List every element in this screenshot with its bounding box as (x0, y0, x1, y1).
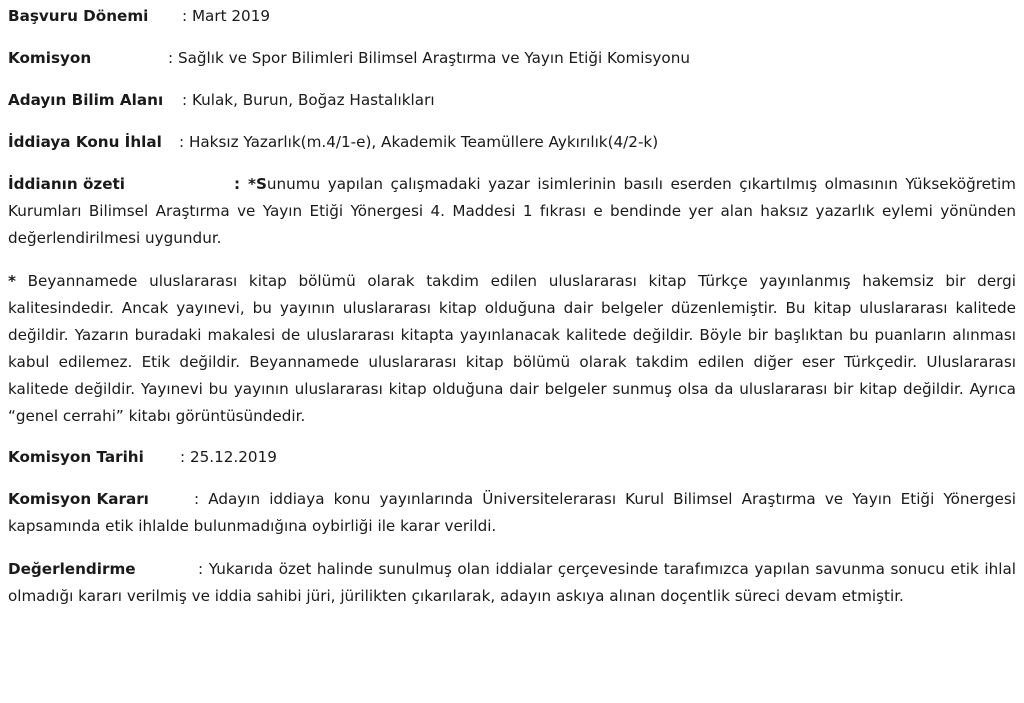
komisyon-tarihi-value: 25.12.2019 (189, 448, 277, 466)
basvuru-donemi-row (8, 3, 1016, 30)
note-paragraph (8, 268, 1016, 430)
ihlal-value: Haksız Yazarlık(m.4/1-e), Akademik Teamüllere Aykırılık(4/2-k) (188, 133, 659, 151)
bilim-alani-label: Adayın Bilim Alanı (8, 91, 164, 109)
ihlal-row (8, 129, 1016, 156)
komisyon-sep: : (168, 49, 178, 67)
ozet-row (8, 171, 1016, 252)
bilim-alani-sep: : (182, 91, 192, 109)
ozet-label: İddianın özeti (8, 175, 126, 193)
basvuru-donemi-sep: : (182, 7, 192, 25)
ozet-value: unumu yapılan çalışmadaki yazar isimlerinin basılı eserden çıkartılmış olmasının Yükseköğretim Kurumları Bilimsel Araştırma ve Yayın Etiği Yönergesi 4. Maddesi 1 fıkrası e bendinde yer alan haksız yazarlık eylemi yönünden değerlendirilmesi uygundur. (8, 175, 1016, 247)
ozet-star: *S (248, 175, 267, 193)
basvuru-donemi-value: Mart 2019 (191, 7, 271, 25)
komisyon-karari-row (8, 486, 1016, 540)
degerlendirme-sep: : (198, 560, 209, 578)
komisyon-karari-value: Adayın iddiaya konu yayınlarında Üniversitelerarası Kurul Bilimsel Araştırma ve Yayın Etiği Yönergesi kapsamında etik ihlalde bulunmadığına oybirliği ile karar verildi. (8, 490, 1016, 535)
komisyon-tarihi-sep: : (180, 448, 190, 466)
komisyon-label: Komisyon (8, 49, 92, 67)
ihlal-label: İddiaya Konu İhlal (8, 133, 162, 151)
komisyon-tarihi-label: Komisyon Tarihi (8, 448, 144, 466)
degerlendirme-value: Yukarıda özet halinde sunulmuş olan iddialar çerçevesinde tarafımızca yapılan savunma sonucu etik ihlal olmadığı kararı verilmiş ve iddia sahibi jüri, jürilikten çıkarılarak, adayın askıya alınan doçentlik süreci devam etmiştir. (8, 560, 1016, 605)
note-text: Beyannamede uluslararası kitap bölümü olarak takdim edilen uluslararası kitap Türkçe yayınlanmış hakemsiz bir dergi kalitesindedir. Ancak yayınevi, bu yayının uluslararası kitap olduğuna dair belgeler düzenlemiştir. Bu kitap uluslararası kalitede değildir. Yazarın buradaki makalesi de uluslararası kitapta yayınlanacak kalitede değildir. Böyle bir başlıktan bu puanların alınması kabul edilemez. Etik değildir. Beyannamede uluslararası kitap bölümü olarak takdim edilen diğer eser Türkçedir. Uluslararası kalitede değildir. Yayınevi bu yayının uluslararası kitap olduğuna dair belgeler sunmuş olsa da uluslararası bir kitap değildir. Ayrıca “genel cerrahi” kitabı görüntüsündedir. (8, 272, 1016, 425)
basvuru-donemi-label: Başvuru Dönemi (8, 7, 149, 25)
degerlendirme-row (8, 556, 1016, 610)
degerlendirme-label: Değerlendirme (8, 560, 136, 578)
komisyon-value: Sağlık ve Spor Bilimleri Bilimsel Araştırma ve Yayın Etiği Komisyonu (177, 49, 690, 67)
komisyon-row (8, 45, 1016, 72)
ihlal-sep: : (179, 133, 189, 151)
komisyon-karari-sep: : (194, 490, 209, 508)
ozet-sep: : (234, 175, 249, 193)
bilim-alani-row (8, 87, 1016, 114)
komisyon-tarihi-row (8, 444, 1016, 471)
note-star: * (8, 272, 16, 290)
bilim-alani-value: Kulak, Burun, Boğaz Hastalıkları (191, 91, 435, 109)
komisyon-karari-label: Komisyon Kararı (8, 490, 149, 508)
